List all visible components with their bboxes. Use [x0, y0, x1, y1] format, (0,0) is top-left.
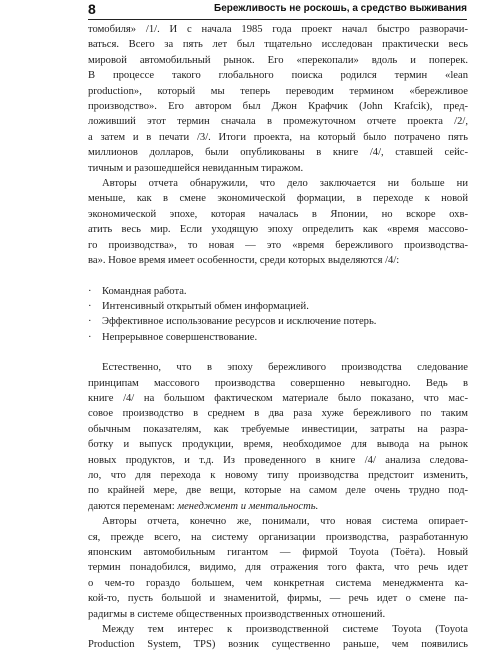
text-line: совое производство в среднем в два раза хуже бережливого по таким: [88, 408, 468, 420]
text-line: японским автомобильным гигантом — фирмой Toyota (Тоёта). Новый: [88, 547, 468, 558]
list-item: · Командная работа.: [88, 284, 468, 299]
text-line: по крайней мере, две вещи, которые на самом деле очень трудно под-: [88, 485, 468, 497]
list-item: · Интенсивный открытый обмен информацией.: [88, 299, 468, 314]
text-line: ваться. Всего за пять лет был тщательно исследован практически весь: [88, 39, 468, 51]
text-line: ложивший этот термин сначала в промежуточном отчете проекта /2/,: [88, 116, 468, 128]
running-title: Бережливость не роскошь, а средство выживания: [214, 3, 467, 14]
header-rule: [88, 19, 467, 20]
text-line: а затем и в печати /3/. Итоги проекта, на который было потрачено пять: [88, 131, 468, 143]
text-line: Production System, TPS) возник существенно раньше, чем появились: [88, 639, 468, 651]
text-line: книге /4/ на большом фактическом материале было показано, что мас-: [88, 392, 468, 404]
text-line: Авторы отчета обнаружили, что дело заключается ни больше ни: [102, 178, 468, 190]
page-body: [88, 22, 468, 653]
list-item: · Эффективное использование ресурсов и исключение потерь.: [88, 314, 468, 329]
spacer: [88, 345, 468, 360]
text-line: атить весь мир. Если уходящую эпоху определить как «время массово-: [88, 224, 468, 236]
text-line: радигмы в системе общественных производственных отношений.: [88, 608, 386, 620]
paragraph-1: [88, 22, 468, 176]
text-line: ло, что для перехода к новому типу производства предстоит изменить,: [88, 469, 468, 481]
text-line: Между тем интерес к производственной системе Toyota (Toyota: [102, 624, 468, 636]
text-line: миллионов долларов, были опубликованы в книге /4/, ставшей сейс-: [88, 147, 468, 159]
paragraph-2: [88, 176, 468, 268]
text-line: меньше, как в смене экономической формации, в переходе к новой: [88, 193, 468, 205]
text-line: ся, прежде всего, на систему организации производства, разработанную: [88, 531, 468, 543]
text-line: Естественно, что в эпоху бережливого производства следование: [102, 362, 468, 374]
list-item: · Непрерывное совершенствование.: [88, 330, 468, 345]
text-line: мировой автомобильный рынок. Его «перекопали» вдоль и поперек.: [88, 54, 468, 66]
text-line: кой-то, пусть большой и знаменитой, фирмы, — речь идет о смене па-: [88, 593, 468, 605]
text-line: ботку и выпуск продукции, время, необходимое для вывода на рынок: [88, 439, 468, 451]
paragraph-3: [88, 360, 468, 514]
emphasis-text: менеджмент и ментальность.: [177, 500, 319, 512]
page-header: [88, 0, 500, 20]
text-line: Авторы отчета, конечно же, понимали, что новая система опирает-: [102, 516, 468, 528]
text-line: экономической эпохе, которая началась в Японии, но вскоре охв-: [88, 208, 468, 220]
text-line: [88, 499, 468, 514]
text-segment: даются переменам:: [88, 500, 175, 512]
text-line: производство». Его автором был Джон Крафчик (John Krafcik), пред-: [88, 101, 468, 113]
text-line: принципам массового производства совершенно невыгодно. Ведь в: [88, 377, 468, 389]
page-number: 8: [88, 1, 96, 17]
paragraph-4: [88, 514, 468, 622]
text-line: го производства», то новая — это «время бережливого производства-: [88, 239, 468, 251]
features-list: [88, 284, 468, 346]
text-line: о чем-то гораздо большем, чем конкретная система менеджмента ка-: [88, 577, 468, 589]
text-line: тичным и разошедшейся невиданным тиражом.: [88, 162, 304, 174]
text-line: новых продуктов, и т.д. Из проведенного в книге /4/ анализа следова-: [88, 454, 468, 466]
text-line: термин понадобился, видимо, для отражения того факта, что речь идет: [88, 562, 468, 574]
text-line: production», который мы теперь переводим термином «бережливое: [88, 85, 468, 97]
text-line: ва». Новое время имеет особенности, среди которых выделяются /4/:: [88, 255, 400, 267]
paragraph-5: [88, 622, 468, 653]
spacer: [88, 269, 468, 284]
text-line: томобиля» /1/. И с начала 1985 года проект начал быстро разворачи-: [88, 24, 468, 35]
text-line: обычным показателям, как требуемые инвестиции, затраты на разра-: [88, 423, 468, 435]
text-line: В процессе такого глобального поиска родился термин «lean: [88, 70, 468, 82]
